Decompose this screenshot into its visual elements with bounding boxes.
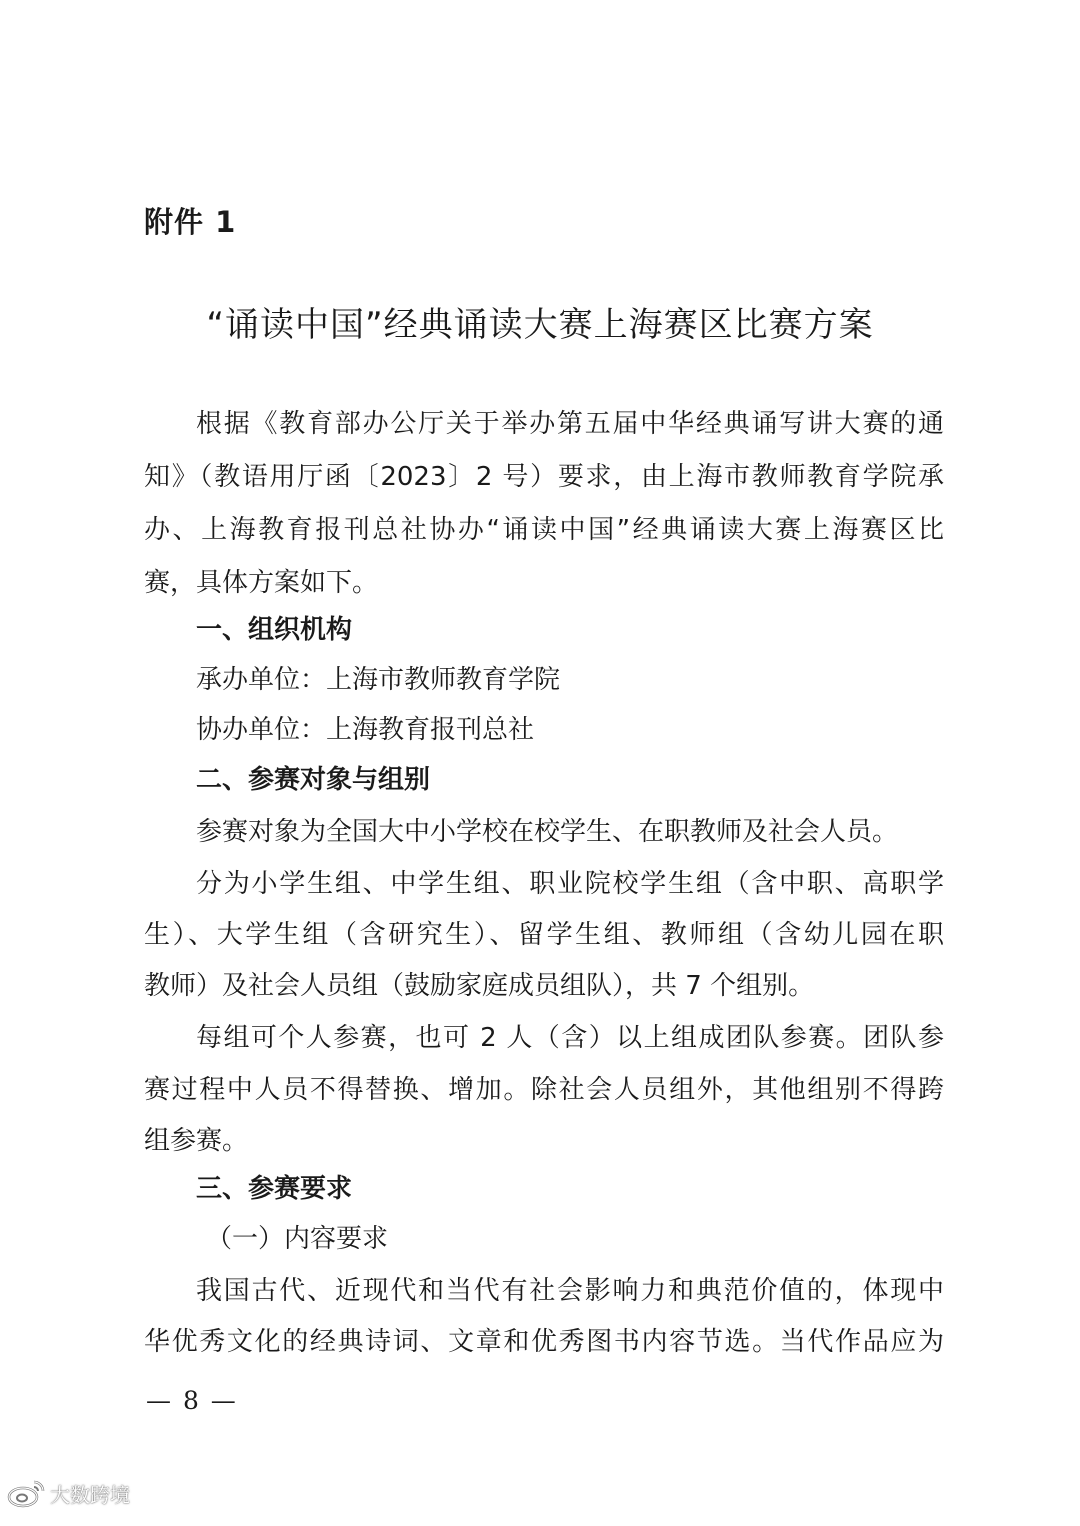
paragraph-line: 知》（教语用厅函〔2023〕2 号）要求，由上海市教师教育学院承 [144,462,944,492]
section-heading-organization: 一、组织机构 [196,615,353,645]
host-unit-line: 承办单位：上海市教师教育学院 [196,665,561,695]
paragraph-line: 赛，具体方案如下。 [144,568,379,598]
document-title: “诵读中国”经典诵读大赛上海赛区比赛方案 [206,305,874,345]
page-number: — 8 — [146,1386,238,1415]
paragraph-line: 赛过程中人员不得替换、增加。除社会人员组外，其他组别不得跨 [144,1075,944,1105]
watermark [6,1478,130,1508]
paragraph-line: 组参赛。 [144,1126,249,1156]
paragraph-line: 生）、大学生组（含研究生）、留学生组、教师组（含幼儿园在职 [144,920,944,950]
subsection-heading-content: （一）内容要求 [206,1224,389,1254]
section-heading-participants: 二、参赛对象与组别 [196,765,431,795]
attachment-label: 附件 1 [144,205,237,239]
paragraph-line: 教师）及社会人员组（鼓励家庭成员组队），共 7 个组别。 [144,971,815,1001]
paragraph-line: 每组可个人参赛，也可 2 人（含）以上组成团队参赛。团队参 [196,1023,944,1053]
paragraph-line: 我国古代、近现代和当代有社会影响力和典范价值的，体现中 [196,1276,944,1306]
paragraph-line: 根据《教育部办公厅关于举办第五届中华经典诵写讲大赛的通 [196,409,944,439]
co-host-unit-line: 协办单位：上海教育报刊总社 [196,715,535,745]
watermark-text: 大数跨境 [50,1482,130,1507]
paragraph-line: 分为小学生组、中学生组、职业院校学生组（含中职、高职学 [196,869,944,899]
paragraph-line: 华优秀文化的经典诗词、文章和优秀图书内容节选。当代作品应为 [144,1327,944,1357]
weibo-logo-icon [6,1478,46,1508]
paragraph-line: 参赛对象为全国大中小学校在校学生、在职教师及社会人员。 [196,817,899,847]
paragraph-line: 办、上海教育报刊总社协办“诵读中国”经典诵读大赛上海赛区比 [144,515,944,545]
section-heading-requirements: 三、参赛要求 [196,1174,353,1204]
